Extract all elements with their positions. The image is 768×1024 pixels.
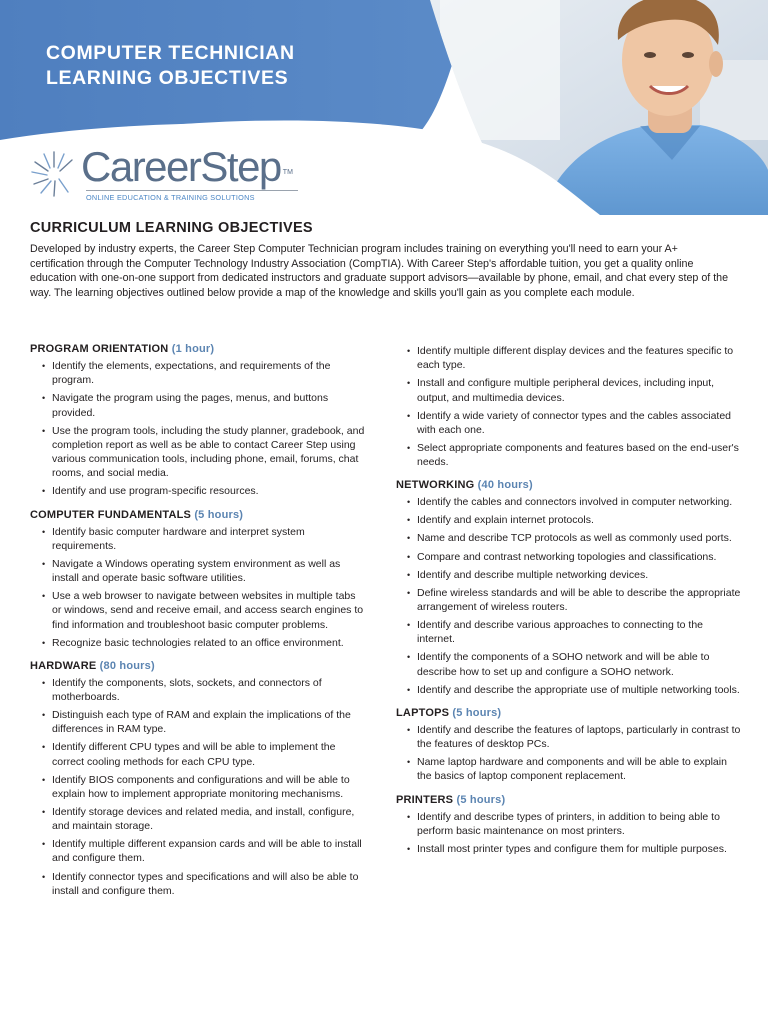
module-hardware-continued [396, 344, 741, 469]
objective-item: • Identify and use program-specific resources. [30, 484, 365, 498]
objective-item: • Install most printer types and configure them for multiple purposes. [396, 842, 741, 856]
objective-item: • Define wireless standards and will be able to describe the appropriate arrangement of wireless routers. [396, 586, 741, 614]
objective-item: • Identify the components of a SOHO network and will be able to describe how to set up and configure a SOHO network. [396, 650, 741, 678]
objective-item: • Use a web browser to navigate between websites in multiple tabs or windows, send and receive email, and access search engines to find information and troubleshoot basic computer problems. [30, 589, 365, 632]
objective-item: • Identify and describe various approaches to connecting to the internet. [396, 618, 741, 646]
objective-item: • Identify storage devices and related media, and install, configure, and maintain storage. [30, 805, 365, 833]
careerstep-logo [30, 143, 293, 206]
objective-list [396, 495, 741, 697]
objective-item: • Identify connector types and specifications and will also be able to install and configure them. [30, 870, 365, 898]
sunburst-logo-icon [30, 146, 80, 198]
module-heading: NETWORKING (40 hours) [396, 479, 533, 492]
page-title-line-2: LEARNING OBJECTIVES [46, 67, 289, 89]
module-laptops [396, 706, 741, 784]
objective-item: • Identify the cables and connectors involved in computer networking. [396, 495, 741, 509]
module-heading: PROGRAM ORIENTATION (1 hour) [30, 343, 215, 355]
objective-item: • Name and describe TCP protocols as well as commonly used ports. [396, 531, 741, 545]
objective-list [396, 344, 741, 469]
objective-item: • Navigate a Windows operating system environment as well as install and operate basic software utilities. [30, 557, 365, 585]
objective-item: • Identify and explain internet protocols. [396, 513, 741, 527]
left-column [30, 342, 365, 907]
objective-list [30, 359, 365, 499]
objective-item: • Identify the elements, expectations, and requirements of the program. [30, 359, 365, 387]
objective-item: • Use the program tools, including the study planner, gradebook, and completion report as well as be able to contact Career Step using various communication tools, including phone, email, forums, chat rooms, and social media. [30, 424, 365, 481]
objective-item: • Identify and describe the appropriate use of multiple networking tools. [396, 683, 741, 697]
objective-item: • Identify basic computer hardware and interpret system requirements. [30, 525, 365, 553]
module-hardware [30, 659, 365, 898]
page-title-line-1: COMPUTER TECHNICIAN [46, 42, 295, 64]
objective-item: • Distinguish each type of RAM and explain the implications of the differences in RAM type. [30, 708, 365, 736]
module-computer-fundamentals [30, 508, 365, 650]
objective-item: • Identify a wide variety of connector types and the cables associated with each one. [396, 409, 741, 437]
objective-item: • Select appropriate components and features based on the end-user's needs. [396, 441, 741, 469]
objective-list [396, 810, 741, 857]
objective-item: • Compare and contrast networking topologies and classifications. [396, 550, 741, 564]
module-heading: COMPUTER FUNDAMENTALS (5 hours) [30, 508, 244, 521]
objective-item: • Name laptop hardware and components and will be able to explain the basics of laptop component replacement. [396, 755, 741, 783]
objective-item: • Identify and describe the features of laptops, particularly in contrast to the features of desktop PCs. [396, 723, 741, 751]
module-heading: HARDWARE (80 hours) [30, 659, 155, 672]
objective-list [30, 525, 365, 650]
objective-item: • Recognize basic technologies related to an office environment. [30, 636, 365, 650]
objective-item: • Identify and describe types of printers, in addition to being able to perform basic maintenance on most printers. [396, 810, 741, 838]
objective-item: • Identify BIOS components and configurations and will be able to explain how to implement appropriate monitoring mechanisms. [30, 773, 365, 801]
logo-tagline: ONLINE EDUCATION & TRAINING SOLUTIONS [86, 193, 255, 202]
objective-list [30, 676, 365, 898]
right-column [396, 344, 741, 865]
logo-wordmark: CareerStep ™ [81, 143, 293, 190]
module-heading: PRINTERS (5 hours) [396, 793, 506, 806]
objective-item: • Identify and describe multiple networking devices. [396, 568, 741, 582]
objective-item: • Identify different CPU types and will be able to implement the correct cooling methods for each CPU type. [30, 740, 365, 768]
module-heading: LAPTOPS (5 hours) [396, 706, 502, 719]
module-networking [396, 478, 741, 697]
objective-item: • Identify multiple different expansion cards and will be able to install and configure them. [30, 837, 365, 865]
objective-item: • Install and configure multiple peripheral devices, including input, output, and multimedia devices. [396, 376, 741, 404]
objective-item: • Navigate the program using the pages, menus, and buttons provided. [30, 391, 365, 419]
objective-item: • Identify multiple different display devices and the features specific to each type. [396, 344, 741, 372]
module-program-orientation [30, 342, 365, 499]
objective-item: • Identify the components, slots, sockets, and connectors of motherboards. [30, 676, 365, 704]
section-title: CURRICULUM LEARNING OBJECTIVES [30, 220, 313, 236]
objective-list [396, 723, 741, 784]
page-title [46, 41, 426, 91]
module-printers [396, 793, 741, 857]
logo-divider [86, 190, 298, 191]
intro-paragraph: Developed by industry experts, the Career Step Computer Technician program includes training on everything you'll need to earn your A+ certification through the Computer Technology Industry Association (CompTIA). With Career Step's affordable tuition, you get a quality online education with one-on-one support from dedicated instructors and graduate support advisors—available by phone, email, and chat every step of the way. The learning objectives outlined below provide a map of the knowledge and skills you'll gain as you complete each module. [30, 243, 729, 300]
